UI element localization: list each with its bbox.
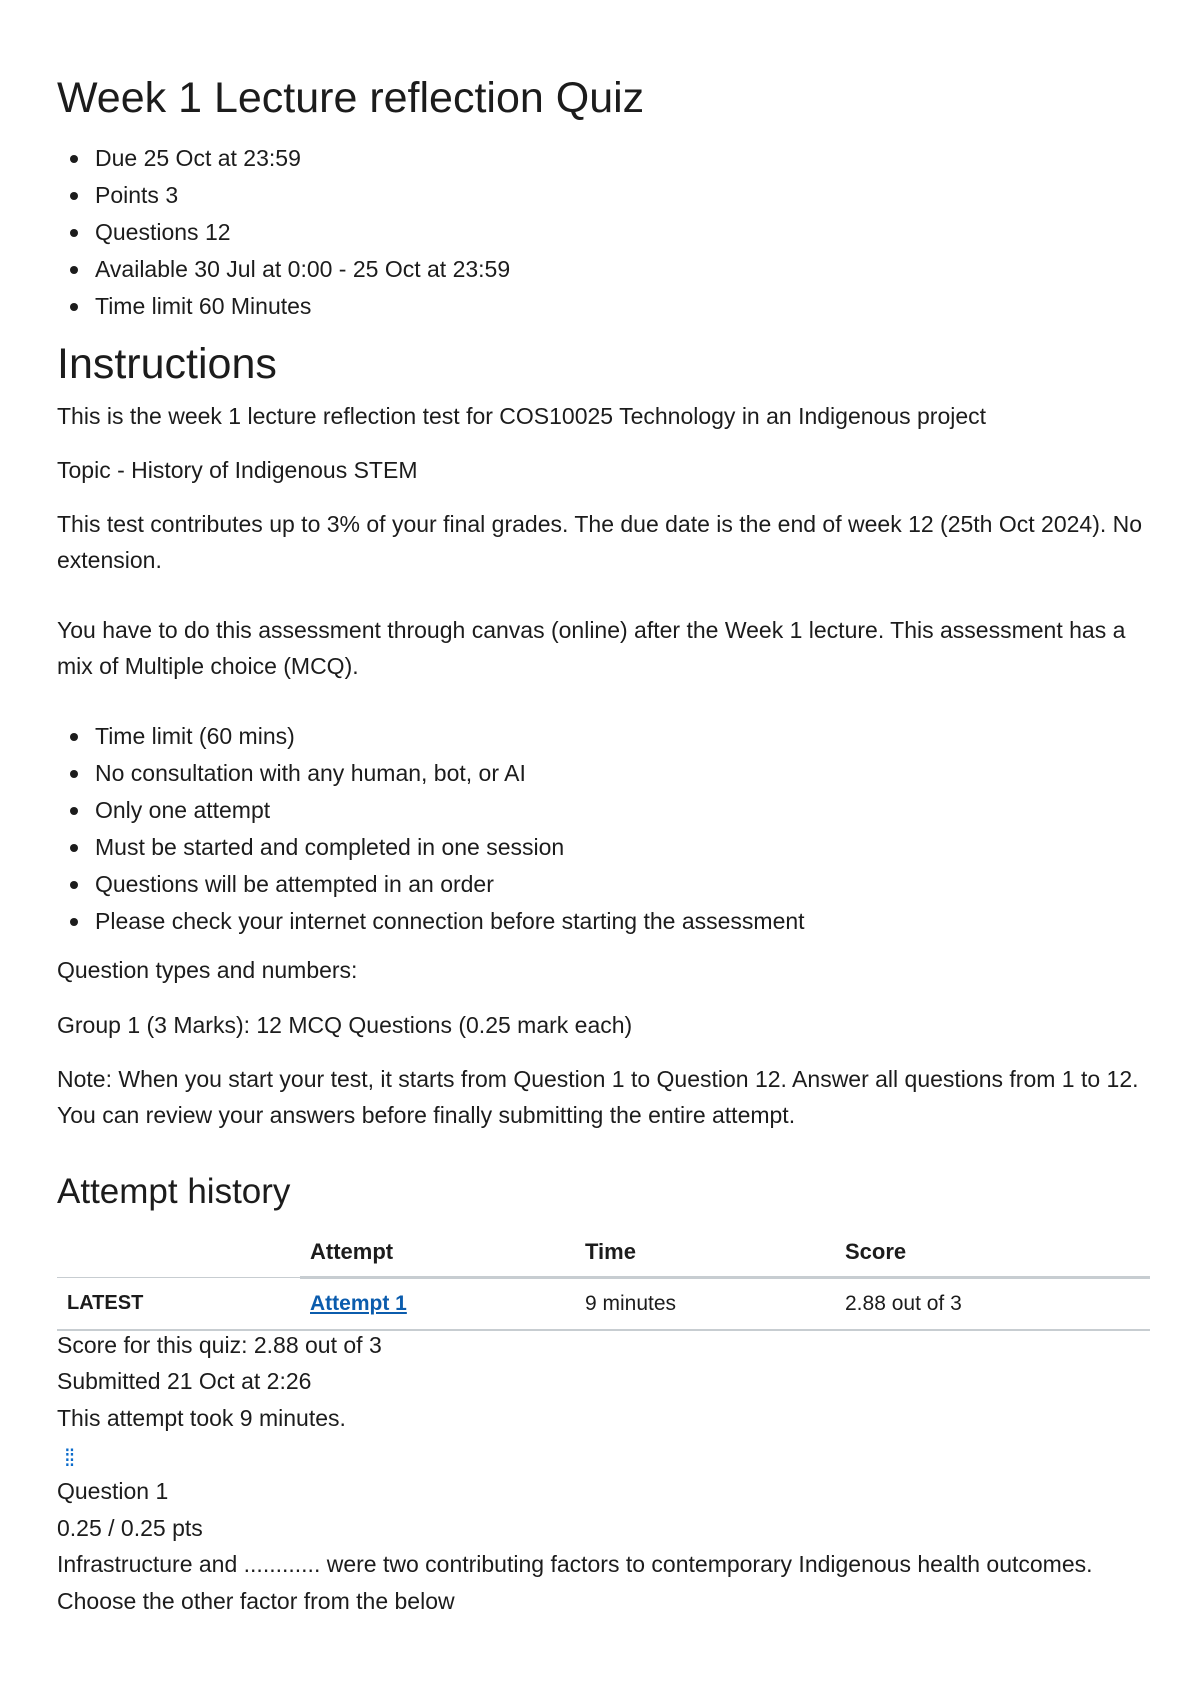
quiz-score: Score for this quiz: 2.88 out of 3 bbox=[57, 1332, 382, 1358]
question-types-label: Question types and numbers: bbox=[57, 957, 358, 983]
instructions-intro: This is the week 1 lecture reflection test for COS10025 Technology in an Indigenous project bbox=[57, 403, 987, 429]
rule-item: Questions will be attempted in an order bbox=[57, 866, 805, 903]
attempt-link[interactable]: Attempt 1 bbox=[310, 1292, 407, 1315]
instructions-note: Note: When you start your test, it starts from Question 1 to Question 12. Answer all questions from 1 to 12. You can review your answers before finally submitting the entire attempt. bbox=[57, 1066, 1139, 1128]
question-count: Questions 12 bbox=[57, 214, 510, 251]
due-date: Due 25 Oct at 23:59 bbox=[57, 140, 510, 177]
drag-handle-icon[interactable]: ⁞⁞ bbox=[64, 1445, 74, 1472]
latest-tag: LATEST bbox=[57, 1278, 300, 1331]
points: Points 3 bbox=[57, 177, 510, 214]
instructions-contribution: This test contributes up to 3% of your final grades. The due date is the end of week 12 (25th Oct 2024). No extension. bbox=[57, 511, 1143, 573]
rule-item: Please check your internet connection before starting the assessment bbox=[57, 903, 805, 940]
score-cell: 2.88 out of 3 bbox=[835, 1278, 1150, 1331]
header-score: Score bbox=[835, 1228, 1150, 1278]
instructions-method: You have to do this assessment through canvas (online) after the Week 1 lecture. This assessment has a mix of Multiple choice (MCQ). bbox=[57, 617, 1126, 679]
header-attempt: Attempt bbox=[300, 1228, 575, 1278]
attempt-duration: This attempt took 9 minutes. bbox=[57, 1405, 346, 1431]
header-time: Time bbox=[575, 1228, 835, 1278]
submitted-time: Submitted 21 Oct at 2:26 bbox=[57, 1368, 312, 1394]
attempt-history-heading: Attempt history bbox=[57, 1172, 291, 1211]
quiz-meta-list bbox=[57, 140, 510, 325]
table-header-row bbox=[57, 1228, 1150, 1278]
time-cell: 9 minutes bbox=[575, 1278, 835, 1331]
rules-list bbox=[57, 718, 805, 940]
question-group: Group 1 (3 Marks): 12 MCQ Questions (0.25 mark each) bbox=[57, 1012, 633, 1038]
table-row bbox=[57, 1278, 1150, 1331]
instructions-heading: Instructions bbox=[57, 340, 277, 388]
attempt-cell bbox=[300, 1278, 575, 1331]
instructions-topic: Topic - History of Indigenous STEM bbox=[57, 457, 418, 483]
rule-item: No consultation with any human, bot, or AI bbox=[57, 755, 805, 792]
page-title: Week 1 Lecture reflection Quiz bbox=[57, 74, 645, 122]
question-points: 0.25 / 0.25 pts bbox=[57, 1515, 203, 1541]
attempt-history-table bbox=[57, 1228, 1150, 1331]
time-limit: Time limit 60 Minutes bbox=[57, 288, 510, 325]
rule-item: Only one attempt bbox=[57, 792, 805, 829]
rule-item: Must be started and completed in one session bbox=[57, 829, 805, 866]
rule-item: Time limit (60 mins) bbox=[57, 718, 805, 755]
question-text: Infrastructure and ............ were two contributing factors to contemporary Indigenous health outcomes. Choose the other factor from the below bbox=[57, 1551, 1093, 1614]
question-label: Question 1 bbox=[57, 1478, 169, 1504]
header-blank bbox=[57, 1228, 300, 1278]
availability: Available 30 Jul at 0:00 - 25 Oct at 23:59 bbox=[57, 251, 510, 288]
